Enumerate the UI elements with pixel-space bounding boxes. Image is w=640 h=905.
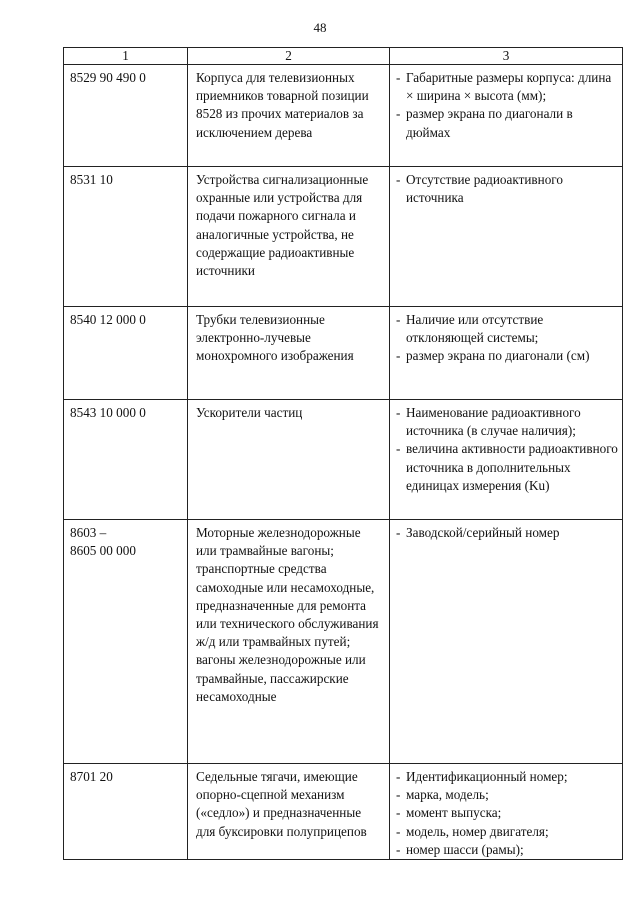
attributes-cell	[390, 520, 623, 764]
table-row	[64, 167, 623, 307]
list-item: - размер экрана по диагонали (см)	[396, 347, 618, 365]
attributes-cell	[390, 167, 623, 307]
list-item: - марка, модель;	[396, 786, 618, 804]
description-cell	[188, 167, 390, 307]
list-item: - Наименование радиоактивного источника (в случае наличия);	[396, 404, 618, 440]
attribute-list	[396, 311, 618, 366]
list-item: - номер шасси (рамы);	[396, 841, 618, 859]
description-cell	[188, 307, 390, 400]
code-text: 8701 20	[70, 769, 113, 784]
table-row	[64, 65, 623, 167]
column-header-3: 3	[390, 48, 623, 65]
description-text: Устройства сигнализационные охранные или устройства для подачи пожарного сигнала и аналогичные устройства, не содержащие радиоактивные источники	[196, 172, 369, 279]
list-item: - размер экрана по диагонали в дюймах	[396, 105, 618, 141]
attribute-list	[396, 524, 618, 542]
attribute-list	[396, 404, 618, 495]
attributes-cell	[390, 65, 623, 167]
attribute-list	[396, 768, 618, 859]
description-cell	[188, 400, 390, 520]
list-item: - момент выпуска;	[396, 804, 618, 822]
attributes-cell	[390, 400, 623, 520]
code-cell	[64, 65, 188, 167]
description-text: Корпуса для телевизионных приемников товарной позиции 8528 из прочих материалов за исключением дерева	[196, 70, 369, 140]
description-text: Седельные тягачи, имеющие опорно-сцепной механизм («седло») и предназначенные для буксировки полуприцепов	[196, 769, 367, 839]
attribute-list	[396, 69, 618, 142]
list-item: - Отсутствие радиоактивного источника	[396, 171, 618, 207]
description-cell	[188, 520, 390, 764]
table-row	[64, 520, 623, 764]
code-text: 8540 12 000 0	[70, 312, 146, 327]
table-row	[64, 764, 623, 860]
column-header-2: 2	[188, 48, 390, 65]
code-cell	[64, 520, 188, 764]
code-text: 8603 –	[70, 525, 107, 540]
code-cell	[64, 764, 188, 860]
description-cell	[188, 65, 390, 167]
list-item: - величина активности радиоактивного источника в дополнительных единицах измерения (Ku)	[396, 440, 618, 495]
code-text: 8531 10	[70, 172, 113, 187]
table-header-row	[64, 48, 623, 65]
list-item: - Габаритные размеры корпуса: длина × ширина × высота (мм);	[396, 69, 618, 105]
table-row	[64, 400, 623, 520]
description-text: Трубки телевизионные электронно-лучевые монохромного изображения	[196, 312, 354, 364]
page-number: 48	[313, 20, 327, 35]
description-text: Моторные железнодорожные или трамвайные вагоны; транспортные средства самоходные или несамоходные, предназначенные для ремонта или технического обслуживания ж/д или трамвайных путей; вагоны железнодорожные или трамвайные, пассажирские несамоходные	[196, 525, 379, 704]
list-item: - Наличие или отсутствие отклоняющей системы;	[396, 311, 618, 347]
list-item: - Идентификационный номер;	[396, 768, 618, 786]
description-text: Ускорители частиц	[196, 405, 303, 420]
table-row	[64, 307, 623, 400]
code-text: 8543 10 000 0	[70, 405, 146, 420]
list-item: - Заводской/серийный номер	[396, 524, 618, 542]
description-cell	[188, 764, 390, 860]
code-cell	[64, 400, 188, 520]
code-cell	[64, 167, 188, 307]
attributes-cell	[390, 764, 623, 860]
code-text: 8605 00 000	[70, 543, 136, 559]
attributes-cell	[390, 307, 623, 400]
attribute-list	[396, 171, 618, 207]
list-item: - модель, номер двигателя;	[396, 823, 618, 841]
code-text: 8529 90 490 0	[70, 70, 146, 85]
code-cell	[64, 307, 188, 400]
column-header-1: 1	[64, 48, 188, 65]
classification-table	[63, 47, 623, 860]
